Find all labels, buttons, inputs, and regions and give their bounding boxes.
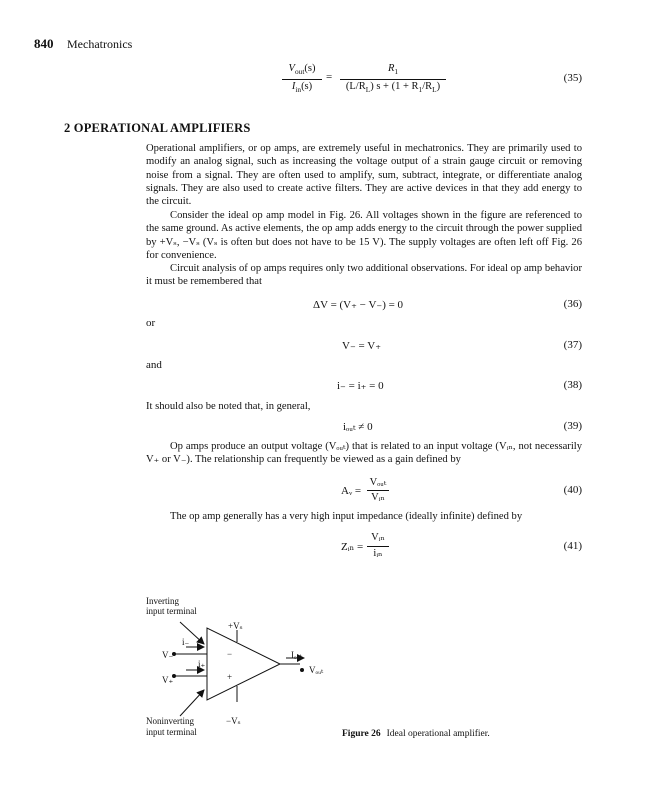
- minus-sign-label: −: [227, 649, 233, 659]
- paragraph-gain: Op amps produce an output voltage (Vₒᵤₜ) that is related to an input voltage (Vᵢₙ, not necessarily V₊ or V₋). The relationship can frequently be viewed as a gain defined by: [146, 441, 582, 466]
- eq41-denominator: iᵢₙ: [373, 548, 383, 559]
- v-minus-label: V₋: [162, 650, 174, 660]
- eq35-number: (35): [563, 72, 582, 84]
- paragraph-impedance: The op amp generally has a very high input impedance (ideally infinite) defined by: [170, 511, 523, 522]
- connector-or: or: [146, 317, 156, 329]
- eq41-numerator: Vᵢₙ: [371, 532, 385, 543]
- section-heading: 2 OPERATIONAL AMPLIFIERS: [64, 121, 251, 135]
- inverting-label-line2: input terminal: [146, 606, 197, 616]
- i-plus-label: i₊: [198, 659, 206, 669]
- figure-caption-text: Ideal operational amplifier.: [386, 729, 490, 739]
- noninverting-pointer-arrow: [180, 690, 204, 716]
- paragraph-intro: Operational amplifiers, or op amps, are extremely useful in mechatronics. They are primarily used to modify an analog signal, such as increasing the voltage output of a strain gauge circuit or removing noise from a signal. They are often used to amplify, sum, subtract, integrate, or differentiate analog signals. They are also used to create active filters. They are active devices in that they add energy to the circuit.: [146, 143, 582, 208]
- eq40-lhs: Aᵥ =: [341, 485, 362, 497]
- eq36-number: (36): [563, 298, 582, 310]
- paragraph-analysis: Circuit analysis of op amps requires only two additional observations. For ideal op amp behavior it must be remembered that: [146, 263, 582, 288]
- equation-36: ΔV = (V₊ − V₋) = 0: [313, 299, 404, 311]
- v-out-label: Vₒᵤₜ: [309, 665, 324, 675]
- minus-vs-label: −Vₛ: [226, 716, 241, 726]
- eq35-right-numerator: $R_1$: [387, 63, 399, 77]
- paragraph-ideal-model: Consider the ideal op amp model in Fig. 26. All voltages shown in the figure are referenced to the same ground. As active elements, the op amp adds energy to the circuit through the power supplied by +Vₛ, −Vₛ (Vₛ is often but does not have to be 15 V). The supply voltages are often left off Fig. 26 for convenience.: [146, 210, 582, 261]
- eq35-equals: =: [326, 71, 333, 83]
- noninverting-label-line2: input terminal: [146, 727, 197, 737]
- eq35-left-numerator: $V_{out}(s)$: [288, 63, 316, 77]
- op-amp-triangle: [207, 628, 280, 700]
- plus-vs-label: +Vₛ: [228, 621, 243, 631]
- figure-caption: [342, 729, 490, 739]
- eq40-numerator: Vₒᵤₜ: [369, 477, 387, 488]
- eq41-lhs: Zᵢₙ =: [341, 541, 364, 553]
- eq41-number: (41): [563, 540, 582, 552]
- i-out-label: Iₒᵤₜ: [291, 650, 302, 660]
- eq35-left-denominator: $I_{in}(s)$: [291, 81, 313, 95]
- plus-sign-label: +: [227, 672, 233, 682]
- v-out-node: [300, 668, 304, 672]
- v-plus-label: V₊: [162, 675, 174, 685]
- inverting-label-line1: Inverting: [146, 596, 179, 606]
- running-title: Mechatronics: [67, 37, 133, 51]
- page-number: 840: [34, 36, 54, 51]
- eq35-right-fraction-bar: [340, 79, 446, 80]
- equation-37: V₋ = V₊: [342, 340, 382, 352]
- paragraph-general-note: It should also be noted that, in general,: [146, 401, 311, 412]
- figure-caption-label: Figure 26: [342, 729, 381, 739]
- connector-and: and: [146, 359, 162, 371]
- eq38-number: (38): [563, 379, 582, 391]
- eq37-number: (37): [563, 339, 582, 351]
- equation-38: i₋ = i₊ = 0: [337, 380, 384, 392]
- eq35-left-fraction-bar: [282, 79, 322, 80]
- equation-39: iₒᵤₜ ≠ 0: [343, 421, 373, 433]
- eq35-right-denominator: $(L/R_L) s + (1 + R_1/R_L)$: [345, 81, 441, 95]
- eq40-denominator: Vᵢₙ: [371, 492, 385, 503]
- i-minus-label: i₋: [182, 637, 190, 647]
- noninverting-label-line1: Noninverting: [146, 716, 194, 726]
- eq39-number: (39): [563, 420, 582, 432]
- eq40-number: (40): [563, 484, 582, 496]
